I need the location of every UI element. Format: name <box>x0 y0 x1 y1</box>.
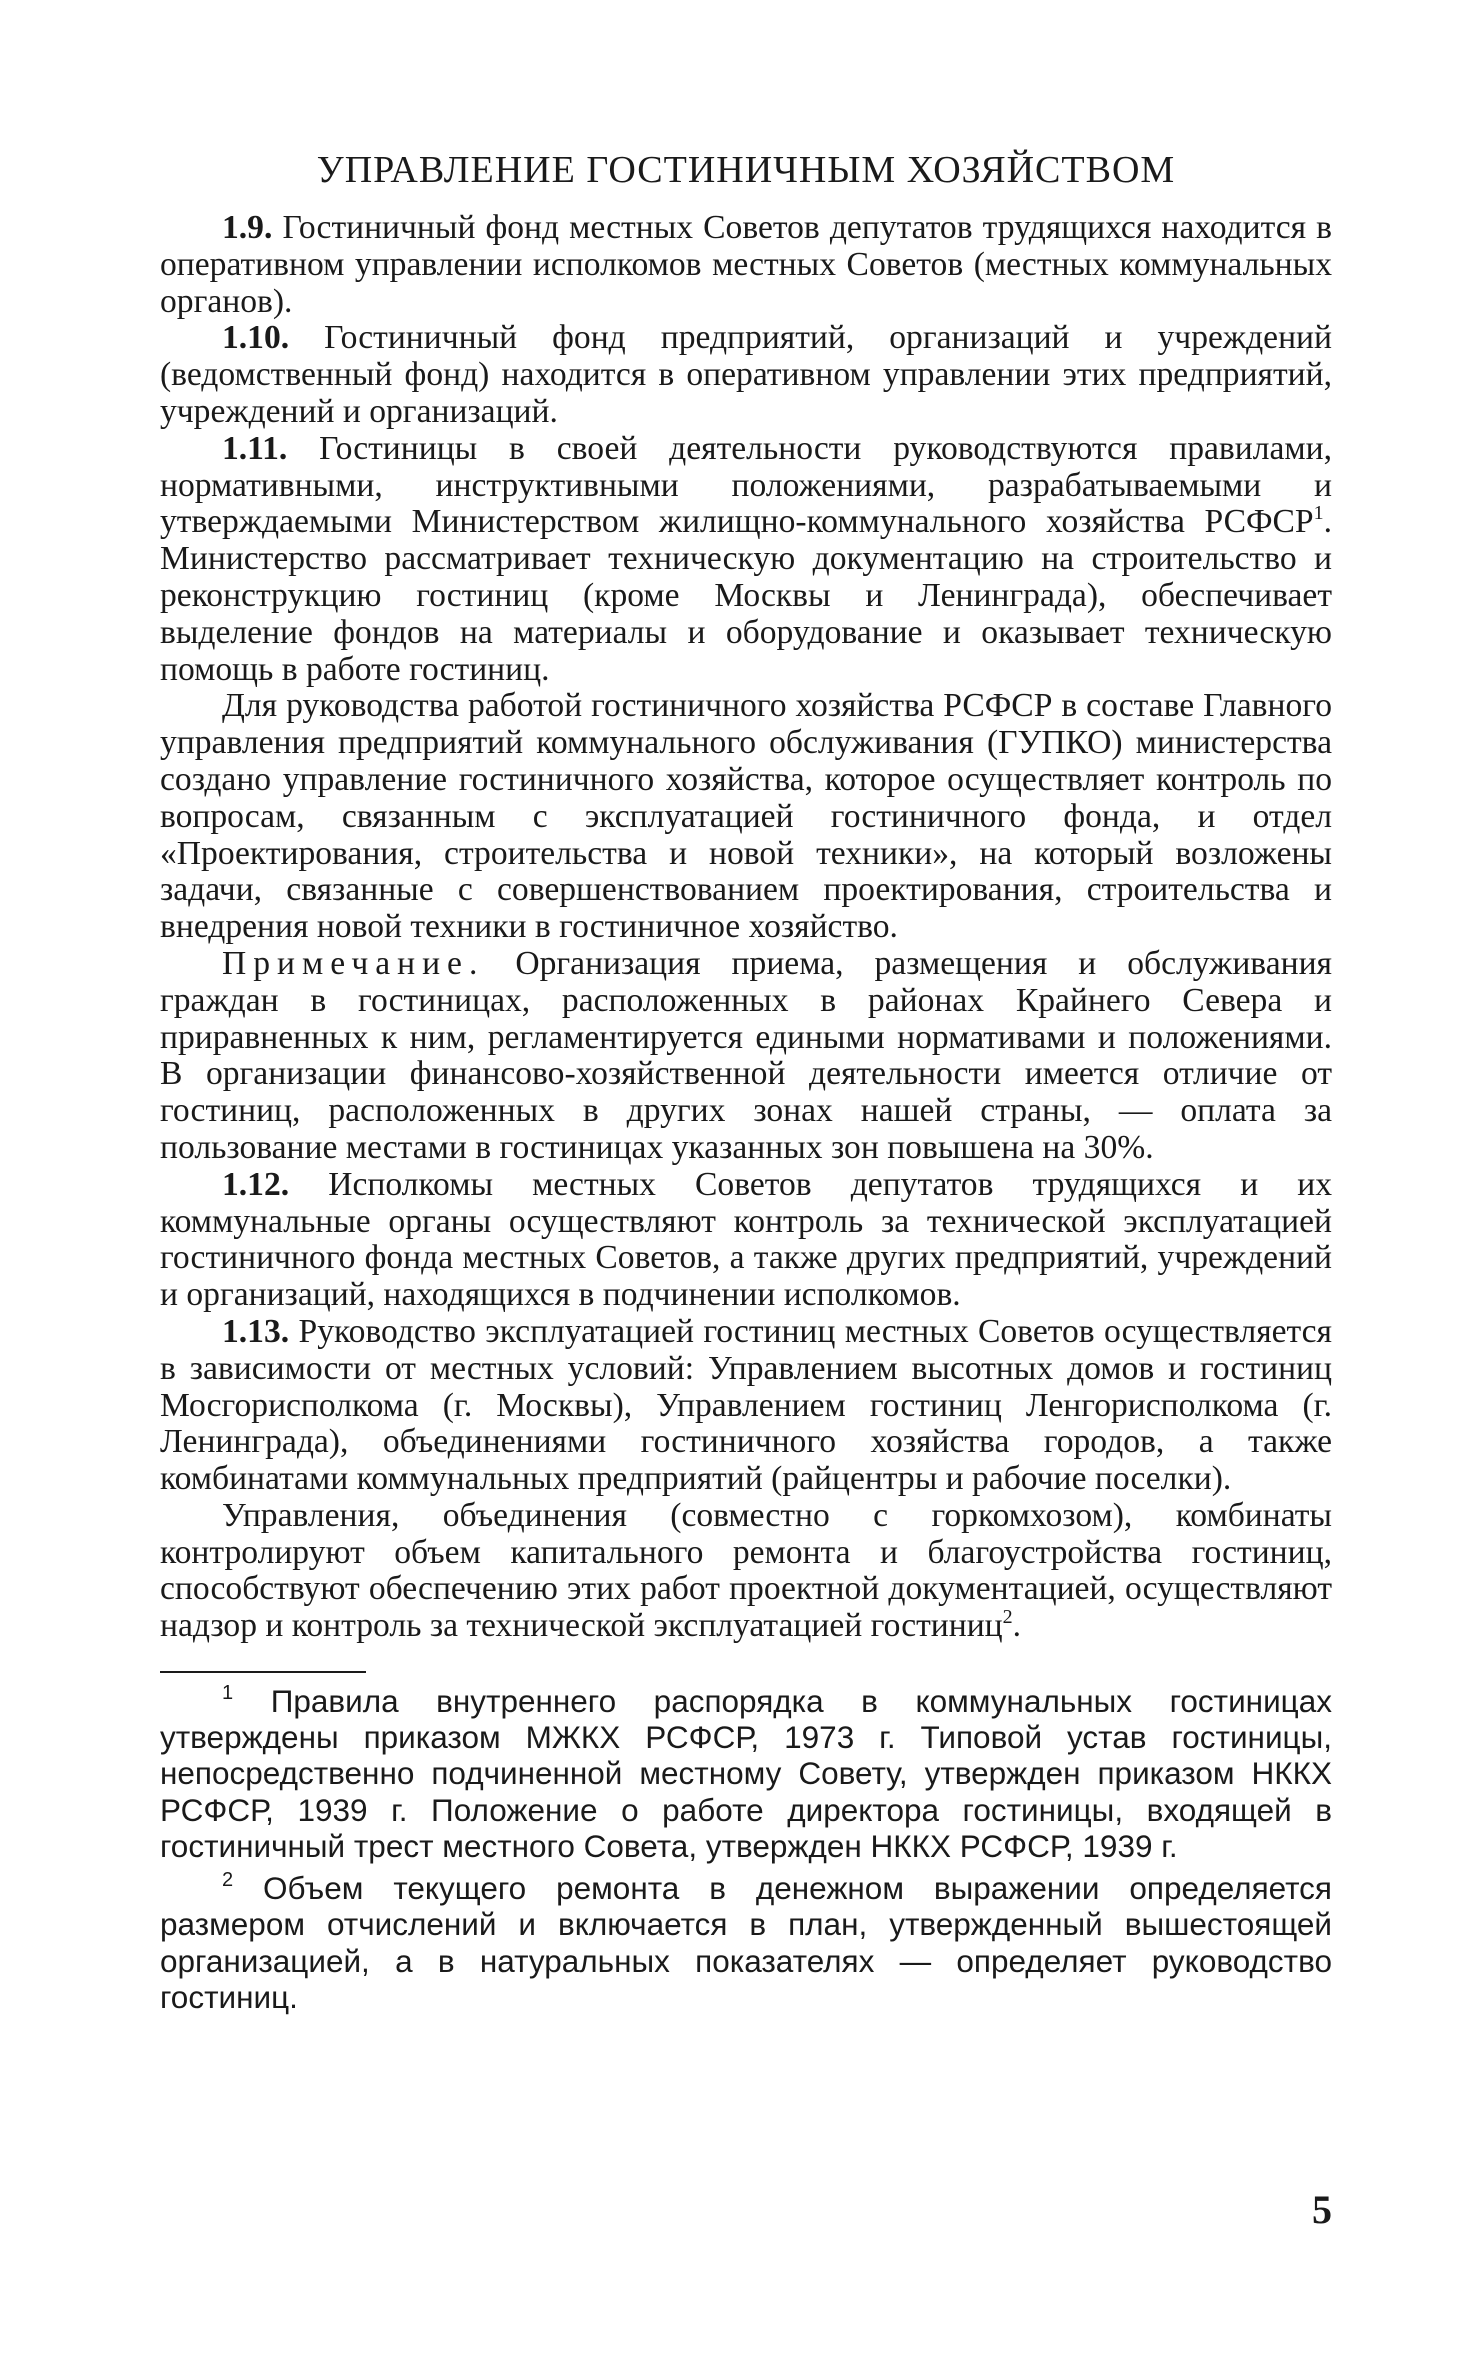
paragraph-1-12 <box>160 1167 1332 1314</box>
section-heading: УПРАВЛЕНИЕ ГОСТИНИЧНЫМ ХОЗЯЙСТВОМ <box>316 149 1176 191</box>
footnotes <box>160 1683 1332 2015</box>
paragraph-text: Руководство эксплуатацией гостиниц местных Советов осуществляется в зависимости от местных условий: Управлением высотных домов и гостиниц Мосгорисполкома (г. Москвы), Управлением гостиниц Ленгорисполкома (г. Ленинграда), объединениями гостиничного хозяйства городов, а также комбинатами коммунальных предприятий (райцентры и рабочие поселки). <box>160 1312 1332 1498</box>
footnote-mark: 1 <box>222 1682 234 1705</box>
footnote-2 <box>160 1870 1332 2015</box>
paragraph-1-10 <box>160 320 1332 430</box>
paragraph-management-structure <box>160 688 1332 946</box>
footnote-text: Правила внутреннего распорядка в коммунальных гостиницах утверждены приказом МЖКХ РСФСР, 1973 г. Типовой устав гостиницы, непосредственно подчиненной местному Совету, утвержден приказом НККХ РСФСР, 1939 г. Положение о работе директора гостиницы, входящей в гостиничный трест местного Совета, утвержден НККХ РСФСР, 1939 г. <box>160 1683 1332 1864</box>
footnote-reference: 2 <box>1002 1606 1013 1629</box>
paragraph-note <box>160 946 1332 1167</box>
paragraph-text: Гостиницы в своей деятельности руководствуются правилами, нормативными, инструктивными положениями, разрабатываемыми и утверждаемыми Министерством жилищно-коммунального хозяйства РСФСР <box>160 429 1332 541</box>
footnote-1 <box>160 1683 1332 1864</box>
paragraph-text: Гостиничный фонд предприятий, организаций и учреждений (ведомственный фонд) находится в оперативном управлении этих предприятий, учреждений и организаций. <box>160 319 1332 430</box>
paragraph-1-9 <box>160 210 1332 320</box>
footnote-divider <box>160 1671 366 1673</box>
paragraph-text: Организация приема, размещения и обслуживания граждан в гостиницах, расположенных в районах Крайнего Севера и приравненных к ним, регламентируется едиными нормативами и положениями. В организации финансово-хозяйственной деятельности имеется отличие от гостиниц, расположенных в других зонах нашей страны, — оплата за пользование местами в гостиницах указанных зон повышена на 30%. <box>160 944 1332 1166</box>
body-text <box>160 210 1332 1645</box>
paragraph-1-11 <box>160 431 1332 689</box>
paragraph-text: Управления, объединения (совместно с горкомхозом), комбинаты контролируют объем капитального ремонта и благоустройства гостиниц, способствуют обеспечению этих работ проектной документацией, осуществляют надзор и контроль за технической эксплуатацией гостиниц <box>160 1496 1332 1645</box>
clause-number: 1.10. <box>222 319 290 357</box>
paragraph-1-13 <box>160 1314 1332 1498</box>
book-page <box>160 148 1332 2015</box>
clause-number: 1.11. <box>222 429 288 467</box>
footnote-text: Объем текущего ремонта в денежном выражении определяется размером отчислений и включается в план, утвержденный вышестоящей организацией, а в натуральных показателях — определяет руководство гостиниц. <box>160 1870 1332 2015</box>
footnote-mark: 2 <box>222 1869 234 1892</box>
footnote-reference: 1 <box>1313 502 1324 525</box>
paragraph-oversight <box>160 1498 1332 1645</box>
paragraph-text: . Министерство рассматривает техническую документацию на строительство и реконструкцию гостиниц (кроме Москвы и Ленинграда), обеспечивает выделение фондов на материалы и оборудование и оказывает техническую помощь в работе гостиниц. <box>160 503 1332 688</box>
paragraph-text: Исполкомы местных Советов депутатов трудящихся и их коммунальные органы осуществляют контроль за технической эксплуатацией гостиничного фонда местных Советов, а также других предприятий, учреждений и организаций, находящихся в подчинении исполкомов. <box>160 1165 1332 1314</box>
page-number: 5 <box>1312 2187 1332 2232</box>
paragraph-end: . <box>1012 1607 1022 1645</box>
clause-number: 1.12. <box>222 1165 290 1203</box>
clause-number: 1.13. <box>222 1312 290 1350</box>
paragraph-text: Гостиничный фонд местных Советов депутатов трудящихся находится в оперативном управлении исполкомов местных Советов (местных коммунальных органов). <box>160 209 1332 320</box>
clause-number: 1.9. <box>222 209 273 246</box>
paragraph-text: Для руководства работой гостиничного хозяйства РСФСР в составе Главного управления предприятий коммунального обслуживания (ГУПКО) министерства создано управление гостиничного хозяйства, которое осуществляет контроль по вопросам, связанным с эксплуатацией гостиничного фонда, и отдел «Проектирования, строительства и новой техники», на который возложены задачи, связанные с совершенствованием проектирования, строительства и внедрения новой техники в гостиничное хозяйство. <box>160 687 1332 946</box>
note-label: Примечание. <box>222 944 485 982</box>
